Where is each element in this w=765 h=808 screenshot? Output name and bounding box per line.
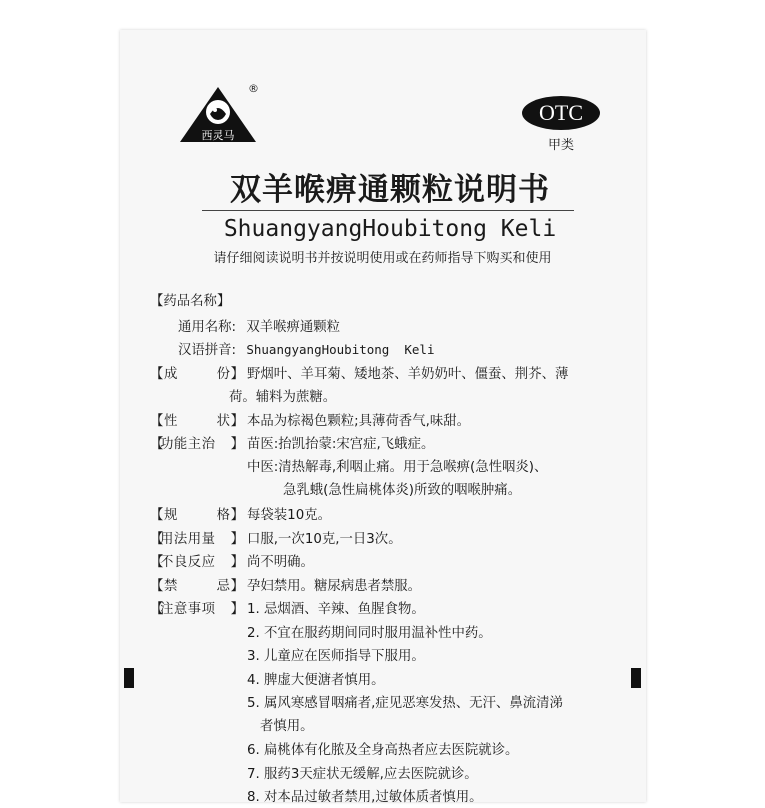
otc-category: 甲类	[548, 138, 575, 153]
precaution-item: 8. 对本品过敏者禁用,过敏体质者慎用。	[247, 790, 483, 805]
specification-value: 每袋装10克。	[247, 508, 331, 523]
precaution-item: 5. 属风寒感冒咽痛者,症见恶寒发热、无汗、鼻流清涕	[247, 696, 563, 711]
precaution-item: 6. 扁桃体有化脓及全身高热者应去医院就诊。	[247, 743, 519, 758]
registered-mark: ®	[248, 82, 259, 95]
contraindications-value: 孕妇禁用。糖尿病患者禁服。	[247, 579, 422, 594]
ingredients-line1: 野烟叶、羊耳菊、矮地茶、羊奶奶叶、僵蚕、荆芥、薄	[247, 367, 569, 382]
adverse-value: 尚不明确。	[247, 555, 314, 570]
usage-notice: 请仔细阅读说明书并按说明使用或在药师指导下购买和使用	[213, 251, 552, 266]
precaution-item-continued: 者慎用。	[260, 719, 314, 734]
generic-name-label: 通用名称:	[178, 320, 237, 335]
document-title: 双羊喉痹通颗粒说明书	[230, 172, 550, 208]
document-subtitle: ShuangyangHoubitong Keli	[223, 216, 557, 242]
logo-text: 西灵马	[201, 129, 235, 142]
title-divider	[202, 210, 574, 211]
precaution-item: 3. 儿童应在医师指导下服用。	[247, 649, 425, 664]
dosage-value: 口服,一次10克,一日3次。	[247, 532, 402, 547]
precaution-item: 4. 脾虚大便溏者慎用。	[247, 673, 385, 688]
brand-logo	[177, 84, 259, 146]
otc-badge: OTC	[522, 96, 600, 130]
generic-name-row	[178, 316, 340, 335]
generic-name-value: 双羊喉痹通颗粒	[246, 320, 341, 335]
precaution-item: 2. 不宜在服药期间同时服用温补性中药。	[247, 626, 492, 641]
left-edge-mark	[124, 668, 134, 688]
indications-zhong-line1: 中医:清热解毒,利咽止痛。用于急喉痹(急性咽炎)、	[247, 460, 548, 475]
indications-zhong-line2: 急乳蛾(急性扁桃体炎)所致的咽喉肿痛。	[283, 483, 522, 498]
pinyin-value: ShuangyangHoubitong Keli	[246, 342, 435, 357]
precaution-item: 7. 服药3天症状无缓解,应去医院就诊。	[247, 767, 478, 782]
pinyin-row	[178, 339, 435, 358]
precaution-item: 1. 忌烟酒、辛辣、鱼腥食物。	[247, 602, 425, 617]
pinyin-label: 汉语拼音:	[178, 343, 237, 358]
right-edge-mark	[631, 668, 641, 688]
section-drug-name: 【药品名称】	[150, 294, 231, 309]
indications-miao: 苗医:抬凯抬蒙:宋宫症,飞蛾症。	[247, 437, 435, 452]
properties-value: 本品为棕褐色颗粒;具薄荷香气,味甜。	[247, 414, 471, 429]
ingredients-line2: 荷。辅料为蔗糖。	[229, 390, 337, 405]
